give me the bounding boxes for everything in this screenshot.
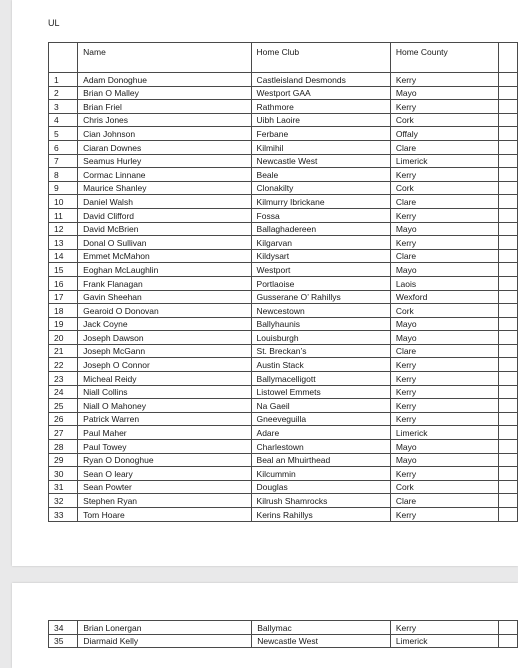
cell-cut-off <box>498 412 517 426</box>
cell-cut-off <box>498 236 517 250</box>
cell-number: 34 <box>49 621 78 635</box>
cell-cut-off <box>498 127 517 141</box>
cell-cut-off <box>498 399 517 413</box>
cell-name: Sean O leary <box>78 467 251 481</box>
table-row <box>49 508 518 522</box>
cell-cut-off <box>498 168 517 182</box>
table-header-row <box>49 43 518 73</box>
cell-home-county: Wexford <box>390 290 498 304</box>
header-number <box>49 43 78 73</box>
cell-name: Ryan O Donoghue <box>78 453 251 467</box>
table-row <box>49 304 518 318</box>
document-page-2 <box>12 583 518 668</box>
cell-home-club: Kilrush Shamrocks <box>251 494 390 508</box>
cell-cut-off <box>498 154 517 168</box>
table-row <box>49 195 518 209</box>
cell-cut-off <box>498 467 517 481</box>
header-name: Name <box>78 43 251 73</box>
cell-name: Brian O Malley <box>78 86 251 100</box>
table-row <box>49 399 518 413</box>
table-row <box>49 249 518 263</box>
cell-home-club: Charlestown <box>251 440 390 454</box>
cell-number: 2 <box>49 86 78 100</box>
cell-name: Tom Hoare <box>78 508 251 522</box>
cell-name: David Clifford <box>78 208 251 222</box>
cell-cut-off <box>498 304 517 318</box>
cell-cut-off <box>498 290 517 304</box>
cell-number: 4 <box>49 113 78 127</box>
cell-home-county: Mayo <box>390 222 498 236</box>
cell-home-county: Clare <box>390 195 498 209</box>
table-row <box>49 634 518 648</box>
cell-number: 24 <box>49 385 78 399</box>
cell-home-county: Cork <box>390 181 498 195</box>
cell-home-club: Fossa <box>251 208 390 222</box>
cell-number: 10 <box>49 195 78 209</box>
cell-home-county: Offaly <box>390 127 498 141</box>
cell-cut-off <box>498 113 517 127</box>
table-row <box>49 73 518 87</box>
cell-home-county: Kerry <box>390 385 498 399</box>
cell-number: 17 <box>49 290 78 304</box>
cell-number: 20 <box>49 331 78 345</box>
cell-name: Sean Powter <box>78 480 251 494</box>
table-row <box>49 263 518 277</box>
cell-number: 19 <box>49 317 78 331</box>
cell-name: Ciaran Downes <box>78 140 251 154</box>
cell-number: 12 <box>49 222 78 236</box>
table-row <box>49 317 518 331</box>
cell-home-county: Kerry <box>390 467 498 481</box>
cell-number: 9 <box>49 181 78 195</box>
cell-cut-off <box>498 508 517 522</box>
cell-home-club: Na Gaeil <box>251 399 390 413</box>
cell-cut-off <box>498 494 517 508</box>
cell-number: 33 <box>49 508 78 522</box>
cell-number: 30 <box>49 467 78 481</box>
cell-home-club: St. Breckan’s <box>251 344 390 358</box>
cell-home-county: Kerry <box>390 208 498 222</box>
cell-cut-off <box>498 358 517 372</box>
cell-home-club: Austin Stack <box>251 358 390 372</box>
cell-name: Gearoid O Donovan <box>78 304 251 318</box>
cell-home-club: Douglas <box>251 480 390 494</box>
table-row <box>49 480 518 494</box>
cell-home-county: Clare <box>390 344 498 358</box>
table-row <box>49 86 518 100</box>
cell-name: Paul Maher <box>78 426 251 440</box>
cell-name: Micheal Reidy <box>78 372 251 386</box>
cell-home-county: Clare <box>390 494 498 508</box>
cell-home-club: Newcestown <box>251 304 390 318</box>
cell-home-club: Uibh Laoire <box>251 113 390 127</box>
cell-home-club: Louisburgh <box>251 331 390 345</box>
cell-cut-off <box>498 100 517 114</box>
cell-home-county: Clare <box>390 140 498 154</box>
cell-home-county: Mayo <box>390 86 498 100</box>
cell-home-club: Ballymacelligott <box>251 372 390 386</box>
cell-home-county: Limerick <box>390 634 498 648</box>
cell-name: Niall Collins <box>78 385 251 399</box>
cell-cut-off <box>498 372 517 386</box>
cell-home-club: Kilmihil <box>251 140 390 154</box>
cell-home-county: Laois <box>390 276 498 290</box>
cell-name: Cian Johnson <box>78 127 251 141</box>
cell-name: Brian Lonergan <box>78 621 252 635</box>
table-row <box>49 222 518 236</box>
cell-number: 22 <box>49 358 78 372</box>
cell-home-club: Ballyhaunis <box>251 317 390 331</box>
table-row <box>49 426 518 440</box>
cell-cut-off <box>498 181 517 195</box>
cell-number: 11 <box>49 208 78 222</box>
cell-name: Donal O Sullivan <box>78 236 251 250</box>
cell-home-club: Portlaoise <box>251 276 390 290</box>
cell-name: Brian Friel <box>78 100 251 114</box>
cell-name: Eoghan McLaughlin <box>78 263 251 277</box>
table-row <box>49 331 518 345</box>
players-table-continued <box>48 620 518 648</box>
cell-number: 14 <box>49 249 78 263</box>
cell-number: 13 <box>49 236 78 250</box>
cell-home-county: Mayo <box>390 331 498 345</box>
cell-number: 16 <box>49 276 78 290</box>
cell-home-county: Kerry <box>390 73 498 87</box>
table-row <box>49 236 518 250</box>
cell-cut-off <box>498 263 517 277</box>
cell-cut-off <box>498 426 517 440</box>
table-row <box>49 154 518 168</box>
cell-home-county: Kerry <box>390 168 498 182</box>
cell-home-club: Kilmurry Ibrickane <box>251 195 390 209</box>
table-row <box>49 344 518 358</box>
cell-home-club: Rathmore <box>251 100 390 114</box>
cell-home-club: Kilgarvan <box>251 236 390 250</box>
cell-name: Niall O Mahoney <box>78 399 251 413</box>
cell-home-county: Clare <box>390 249 498 263</box>
table-row <box>49 372 518 386</box>
cell-cut-off <box>498 208 517 222</box>
cell-number: 18 <box>49 304 78 318</box>
cell-cut-off <box>498 195 517 209</box>
cell-name: Daniel Walsh <box>78 195 251 209</box>
table-row <box>49 467 518 481</box>
cell-home-club: Kerins Rahillys <box>251 508 390 522</box>
cell-home-county: Cork <box>390 113 498 127</box>
cell-number: 6 <box>49 140 78 154</box>
table-row <box>49 290 518 304</box>
cell-name: Seamus Hurley <box>78 154 251 168</box>
cell-cut-off <box>498 317 517 331</box>
cell-home-county: Mayo <box>390 317 498 331</box>
cell-home-club: Gneeveguilla <box>251 412 390 426</box>
cell-home-county: Kerry <box>390 236 498 250</box>
cell-home-club: Kilcummin <box>251 467 390 481</box>
cell-number: 28 <box>49 440 78 454</box>
cell-cut-off <box>498 453 517 467</box>
table-row <box>49 181 518 195</box>
cell-name: Joseph Dawson <box>78 331 251 345</box>
cell-cut-off <box>498 634 517 648</box>
cell-home-club: Newcastle West <box>251 154 390 168</box>
cell-name: Jack Coyne <box>78 317 251 331</box>
cell-cut-off <box>498 276 517 290</box>
cell-cut-off <box>498 331 517 345</box>
cell-home-club: Castleisland Desmonds <box>251 73 390 87</box>
table-row <box>49 208 518 222</box>
players-table <box>48 42 518 522</box>
cell-name: Frank Flanagan <box>78 276 251 290</box>
cell-name: Joseph McGann <box>78 344 251 358</box>
cell-home-club: Beale <box>251 168 390 182</box>
cell-home-county: Kerry <box>390 399 498 413</box>
cell-name: Diarmaid Kelly <box>78 634 252 648</box>
cell-name: Patrick Warren <box>78 412 251 426</box>
cell-name: David McBrien <box>78 222 251 236</box>
table-row <box>49 453 518 467</box>
cell-number: 23 <box>49 372 78 386</box>
cell-home-county: Kerry <box>390 100 498 114</box>
table-row <box>49 168 518 182</box>
cell-home-club: Newcastle West <box>252 634 391 648</box>
cell-name: Adam Donoghue <box>78 73 251 87</box>
cell-number: 21 <box>49 344 78 358</box>
table-row <box>49 621 518 635</box>
cell-number: 26 <box>49 412 78 426</box>
cell-name: Chris Jones <box>78 113 251 127</box>
cell-home-county: Kerry <box>390 358 498 372</box>
cell-cut-off <box>498 480 517 494</box>
cell-cut-off <box>498 385 517 399</box>
table-row <box>49 276 518 290</box>
table-row <box>49 113 518 127</box>
cell-home-club: Clonakilty <box>251 181 390 195</box>
cell-home-county: Kerry <box>390 621 498 635</box>
cell-home-county: Limerick <box>390 154 498 168</box>
cell-home-club: Beal an Mhuirthead <box>251 453 390 467</box>
cell-home-county: Kerry <box>390 508 498 522</box>
cell-name: Maurice Shanley <box>78 181 251 195</box>
table-row <box>49 412 518 426</box>
cell-name: Stephen Ryan <box>78 494 251 508</box>
table-row <box>49 358 518 372</box>
table-row <box>49 127 518 141</box>
cell-home-club: Ballaghadereen <box>251 222 390 236</box>
cell-name: Gavin Sheehan <box>78 290 251 304</box>
cell-number: 31 <box>49 480 78 494</box>
table-row <box>49 100 518 114</box>
cell-number: 35 <box>49 634 78 648</box>
cell-cut-off <box>498 222 517 236</box>
cell-home-county: Mayo <box>390 263 498 277</box>
cell-cut-off <box>498 73 517 87</box>
cell-name: Paul Towey <box>78 440 251 454</box>
cell-home-county: Kerry <box>390 372 498 386</box>
document-label: UL <box>48 18 60 28</box>
header-cut-off-column <box>498 43 517 73</box>
cell-home-county: Limerick <box>390 426 498 440</box>
cell-number: 25 <box>49 399 78 413</box>
cell-number: 1 <box>49 73 78 87</box>
cell-home-club: Ferbane <box>251 127 390 141</box>
header-home-county: Home County <box>390 43 498 73</box>
table-row <box>49 494 518 508</box>
cell-home-club: Gusserane O’ Rahillys <box>251 290 390 304</box>
cell-name: Joseph O Connor <box>78 358 251 372</box>
cell-home-club: Listowel Emmets <box>251 385 390 399</box>
cell-home-club: Kildysart <box>251 249 390 263</box>
cell-cut-off <box>498 249 517 263</box>
cell-home-club: Westport GAA <box>251 86 390 100</box>
cell-home-club: Westport <box>251 263 390 277</box>
cell-number: 27 <box>49 426 78 440</box>
cell-cut-off <box>498 621 517 635</box>
cell-number: 7 <box>49 154 78 168</box>
cell-number: 8 <box>49 168 78 182</box>
table-row <box>49 385 518 399</box>
cell-home-county: Cork <box>390 480 498 494</box>
table-row <box>49 440 518 454</box>
cell-home-club: Ballymac <box>252 621 391 635</box>
cell-home-county: Kerry <box>390 412 498 426</box>
cell-number: 29 <box>49 453 78 467</box>
header-home-club: Home Club <box>251 43 390 73</box>
cell-home-club: Adare <box>251 426 390 440</box>
cell-cut-off <box>498 344 517 358</box>
cell-number: 32 <box>49 494 78 508</box>
cell-name: Cormac Linnane <box>78 168 251 182</box>
cell-home-county: Mayo <box>390 440 498 454</box>
cell-cut-off <box>498 86 517 100</box>
cell-number: 15 <box>49 263 78 277</box>
cell-number: 3 <box>49 100 78 114</box>
cell-name: Emmet McMahon <box>78 249 251 263</box>
cell-cut-off <box>498 440 517 454</box>
document-page-1 <box>12 0 518 566</box>
cell-number: 5 <box>49 127 78 141</box>
cell-home-county: Cork <box>390 304 498 318</box>
cell-home-county: Mayo <box>390 453 498 467</box>
table-row <box>49 140 518 154</box>
cell-cut-off <box>498 140 517 154</box>
